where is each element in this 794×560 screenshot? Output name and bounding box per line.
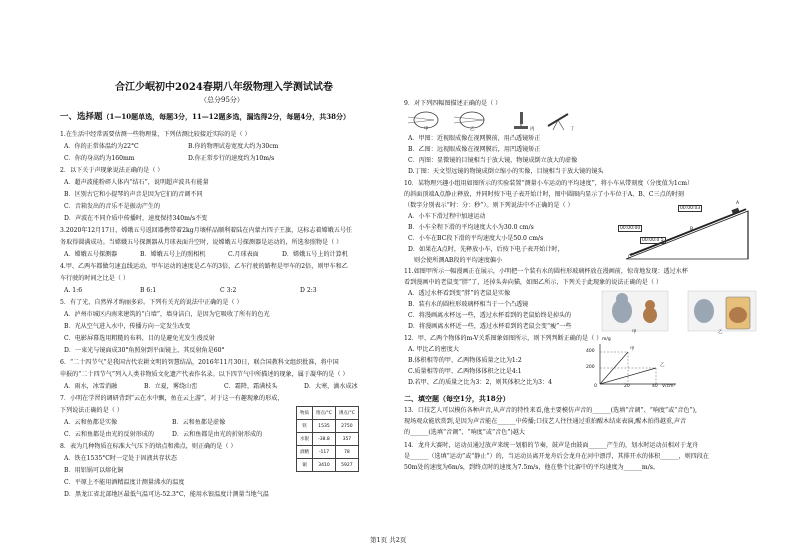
fig9-label: 丙 <box>530 127 535 132</box>
question-7-line1: 7．小明在学習的调研背到“云在水中飘，鱼在云上游”，对于这一有趣现象的形成， <box>60 395 284 402</box>
question-10-line1: 10．某物理兴趣小组用如图所示的实验装置“测量小车运动的平均速度”，将小车从带刻度（分度值为1cm） <box>404 180 694 187</box>
q2-option-c: C．音箱发出的音乐不是振动产生的 <box>64 203 161 210</box>
fig11-label-yi: 乙 <box>718 330 723 335</box>
cartoon-image <box>600 287 760 337</box>
graph-ylabel: m/g <box>602 337 611 342</box>
q4-option-a: A. 1:6 <box>64 287 83 294</box>
tick-label: 200 <box>586 365 595 370</box>
question-13-line3: 的______(选填“音调”、“响度”或“音色”)越大 <box>404 429 525 436</box>
optics-diagrams <box>408 110 588 132</box>
q10-option-a: A．小车下滑过程中加速运动 <box>408 213 486 220</box>
q9-option-b: B．乙图：远视眼成像在视网膜后，用凹透镜矫正 <box>408 146 541 153</box>
fig9-label: 乙 <box>470 127 475 132</box>
table-cell: 1535 <box>313 420 336 433</box>
q7-option-a: A．云和鱼都是实像 <box>64 419 118 426</box>
eye-diagram-yi <box>454 112 484 128</box>
q7-option-b: B．云和鱼都是虚像 <box>172 419 226 426</box>
q6-option-c: C．霜降，霜满枝头 <box>224 383 278 390</box>
q12-option-d: D.若甲、乙的质量之比为3：2，则其体积之比为3：4 <box>408 379 552 386</box>
question-1: 1.在生活中经常需要估测一些物理量，下列估测比较接近实际的是（ ） <box>60 131 251 138</box>
question-2: 2．以下关于声现象说法正确的是（ ） <box>60 167 164 174</box>
q6-option-b: B．立夏，雾绕山峦 <box>144 383 198 390</box>
question-10-line3: （数字分别表示“时：分：秒”）。则下列说法中不正确的是（ ） <box>404 202 574 209</box>
table-header: 沸点/°C <box>335 407 358 420</box>
q5-option-a: A．泸州市城区内南来建筑的“白墙”，墙身洁白，是因为它吸收了所有的色光 <box>64 311 270 318</box>
section1-heading-row <box>60 113 350 122</box>
table-cell: -38.8 <box>313 433 336 446</box>
q8-option-c: C．平原上不能用酒精温度计测量沸水的温度 <box>64 479 185 486</box>
q8-option-a: A．铁在1535°C时一定处于固液共存状态 <box>64 455 177 462</box>
table-cell: 357 <box>335 433 358 446</box>
question-11-line1: 11.如图甲所示一幅漫画正在展示，小明把一个装有水的圆柱形玻璃杯放在漫画前，惊奇地发现：透过水杯 <box>404 268 688 275</box>
q9-option-d: D.丁图：天文望远镜的物镜成倒立缩小的实像，目镜相当于放大镜的镜头 <box>408 168 604 175</box>
figure-12-mv-graph <box>586 337 682 390</box>
question-3-line2: 务取得圆满成功。当嫦娥五号探测器从月球表面升空时，说嫦娥五号探测器是运动的，所选参照物是（ ） <box>60 239 343 246</box>
section1-instruction: （1—10题单选，每题3分，11—12题多选，漏选得2分，每题4分，共38分） <box>102 112 350 121</box>
question-3-line1: 3.2020年12月17日，嫦娥五号返回器携带着2kg月壤样品顺利着陆在内蒙古四子王旗，这标志着嫦娥五号任 <box>60 227 353 234</box>
graph-xlabel: V/cm³ <box>662 384 676 389</box>
q11-option-c: C．将漫画离水杯远一些，透过水杯看到的老鼠始终是掉头的 <box>408 312 572 319</box>
q9-option-a: A．甲图：近视眼成像在视网膜前，用凸透镜矫正 <box>408 135 541 142</box>
q8-option-d: D．黑龙江省北部地区最低气温可达-52.3°C，能用水银温度计测量当地气温 <box>64 491 269 498</box>
fig9-label: 甲 <box>424 127 429 132</box>
q12-option-b: B.体积相等的甲、乙两物体质量之比为1:2 <box>408 357 522 364</box>
fig11-label-jia: 甲 <box>632 330 637 335</box>
q1-option-b: B.你的物理试卷宽度大约为30cm <box>188 143 279 150</box>
total-score: （总分95分） <box>200 96 244 104</box>
table-row <box>297 446 359 459</box>
question-6-line1: 6．“二十四节气”是我国古代农耕文明的智慧结晶，2016年11月30日，联合国教科文组织批准，将中国 <box>60 359 339 366</box>
question-9: 9．对下列四幅图描述正确的是（ ） <box>404 100 502 107</box>
table-cell: 铁 <box>297 420 313 433</box>
table-cell: 3410 <box>313 459 336 472</box>
question-13-line2: 现场观众能欣赏到,是因为声音能在______中传播;口技艺人往往通过重拍醒木结束表演,醒木拍得越重,声音 <box>404 418 687 425</box>
table-cell: 水银 <box>297 433 313 446</box>
q11-option-b: B．装有水的圆柱形玻璃杯相当于一个凸透镜 <box>408 301 529 308</box>
question-12: 12．甲、乙两个物体的m-V关系图象如图所示，则下列判断正确的是（ ） <box>404 335 603 342</box>
point-label-b: B <box>690 227 694 232</box>
table-row <box>297 420 359 433</box>
q4-option-d: D 2:3 <box>300 287 317 294</box>
q6-option-d: D．大寒，滴水成冰 <box>304 383 358 390</box>
q2-option-b: B．区别古它和小提琴的声音是因为它们的音调不同 <box>64 191 203 198</box>
q11-option-d: D．将漫画离水杯近一些，透过水杯看到的老鼠会变“瘦”一些 <box>408 323 572 330</box>
q9-option-c: C．丙图：显微镜的目镜相当于放大镜，物镜成倒立放大的虚像 <box>408 157 578 164</box>
q3-option-b: B．嫦娥五号上的照相机 <box>140 251 206 258</box>
q10-option-b: B．小车全程下滑的平均速度大小为30.0 cm/s <box>408 224 534 231</box>
table-cell: 酒精 <box>297 446 313 459</box>
q10-option-d-line2: 则会使所测AB段的平均速度偏小 <box>414 257 503 264</box>
table-cell: 铜 <box>297 459 313 472</box>
point-label-a: A <box>736 201 740 206</box>
table-cell: -117 <box>313 446 336 459</box>
microscope-icon <box>514 112 528 129</box>
telescope-icon <box>548 114 568 130</box>
q3-option-d: D．嫦娥五号上的计算机 <box>282 251 348 258</box>
section2-heading: 二、填空题（每空1分，共18分） <box>404 394 510 403</box>
q8-option-b: B．用铝锅可以熔化铜 <box>64 467 124 474</box>
q1-option-c: C．你的身高约为160mm <box>64 155 135 162</box>
table-header-row <box>297 407 359 420</box>
q1-option-a: A．你的正常体温约为22°C <box>64 143 139 150</box>
question-13-line1: 13．口技艺人可以模仿各种声音,从声音的特性来看,他主要模仿声音的______(选填“音调”、“响度”或“音色”), <box>404 407 697 414</box>
series-label-yi: 乙 <box>660 363 665 368</box>
figure-11-cartoon <box>600 287 760 337</box>
question-6-line2: 申报的“二十四节气”列入人类非物质文化遗产代表作名录。以下四节气中所描述的现象，属于凝华的是（ ） <box>60 371 349 378</box>
timer-display-b: 00:00:0 5 <box>642 238 664 243</box>
timer-display-a: 00:00:03 <box>680 206 701 211</box>
fig9-label: 丁 <box>570 127 575 132</box>
q4-option-c: C 3:2 <box>220 287 237 294</box>
q5-option-b: B．光从空气进入水中，传播方向一定发生改变 <box>64 323 191 330</box>
q3-option-c: C.月球表面 <box>228 251 259 258</box>
q1-option-d: D.你正常步行的速度约为10m/s <box>188 155 275 162</box>
tick-label: 40 <box>652 384 658 389</box>
page-footer: 第1页 共2页 <box>370 536 407 544</box>
q2-option-d: D．声波在不同介质中传播时，速度保持340m/s不变 <box>64 215 208 222</box>
q2-option-a: A．超声波能粉碎人体内“结石”，说明超声波具有能量 <box>64 179 209 186</box>
q5-option-c: C．电影屏幕选用粗糙的布料，目的是避免光发生漫反射 <box>64 335 215 342</box>
q12-option-c: C.质量相等的甲、乙两物体体积之比是4:1 <box>408 368 522 375</box>
q6-option-a: A．雨水，冰雪消融 <box>64 383 118 390</box>
figure-10-incline <box>622 203 752 265</box>
question-14-line2: 是______（选填“运动”或“静止”）的，当运动员离开龙舟后会龙舟在河中漂浮，其排开水的体积______，则四段在 <box>404 453 709 460</box>
table-cell: 78 <box>335 446 358 459</box>
table-cell: 2750 <box>335 420 358 433</box>
q4-option-b: B 6:1 <box>140 287 157 294</box>
table-cell: 5927 <box>335 459 358 472</box>
q3-option-a: A．嫦娥五号探测器 <box>64 251 118 258</box>
point-label-c: C <box>628 255 632 260</box>
question-7-line2: 下列说法正确的是（ ） <box>60 407 123 414</box>
section1-heading: 一、选择题 <box>60 112 103 122</box>
table-row <box>297 459 359 472</box>
q11-option-a: A．透过水杯看到变“胖”的老鼠是实像 <box>408 290 511 297</box>
melting-point-table <box>296 406 359 472</box>
incline-diagram <box>622 203 752 265</box>
question-4-line2: 车行驶的时间之比是（ ） <box>60 275 129 282</box>
tick-label: 20 <box>624 384 630 389</box>
tick-label: 0 <box>594 384 597 389</box>
q10-option-d-line1: D．如果在A点时，先释放小车，后按下电子表开始计时， <box>408 246 564 253</box>
table-header: 物质 <box>297 407 313 420</box>
q7-option-d: D．云和鱼都是由光的折射形成的 <box>172 431 263 438</box>
table-row <box>297 433 359 446</box>
q5-option-d: D．一束光与镜面成30°角照射到平面镜上，其反射角是60° <box>64 347 225 354</box>
eye-diagram-jia <box>408 112 438 128</box>
question-10-line2: 的斜面顶端A点静止释放，并同时按下电子表开始计时，图中圆圈内显示了小车位于A、B、C三点的时刻 <box>404 191 684 198</box>
figure-9 <box>408 110 588 132</box>
q10-option-c: C．小车在BC段下滑的平均速度大小是50.0 cm/s <box>408 235 544 242</box>
question-14-line1: 14．龙舟大赛时，运动员通过放声来统一划船的节奏，鼓声是由鼓面______产生的，划水时运动员相对于龙舟 <box>404 442 699 449</box>
exam-title: 合江少岷初中2024春期八年级物理入学测试试卷 <box>115 82 333 93</box>
q12-option-a: A. 甲比乙的密度大 <box>408 346 459 353</box>
q7-option-c: C．云和鱼都是由光的反射形成的 <box>64 431 154 438</box>
question-5: 5．有了光，自然界才绚丽多彩。下列有关光的说法中正确的是（ ） <box>60 299 243 306</box>
timer-display-c: 00:00:00 <box>620 226 641 231</box>
question-11-line2: 看到漫画中的老鼠变“胖”了，还掉头奔向猫，如图乙所示，下列关于此现象的说法正确的是（ ） <box>404 279 663 286</box>
question-8: 8．表为几种物质在标准大气压下的熔点和沸点，则正确的是（ ） <box>60 443 237 450</box>
question-4-line1: 4.甲、乙两车都做匀速直线运动，甲车运动的速度是乙车的3倍，乙车行驶的路程是甲车的2倍，则甲车和乙 <box>60 263 348 270</box>
table-header: 熔点/°C <box>313 407 336 420</box>
question-14-line3: 50m处的速度为6m/s，到终点时的速度为7.5m/s，他在整个比赛中的平均速度为______m/s。 <box>404 464 659 471</box>
series-label-jia: 甲 <box>630 347 635 352</box>
tick-label: 400 <box>586 349 595 354</box>
